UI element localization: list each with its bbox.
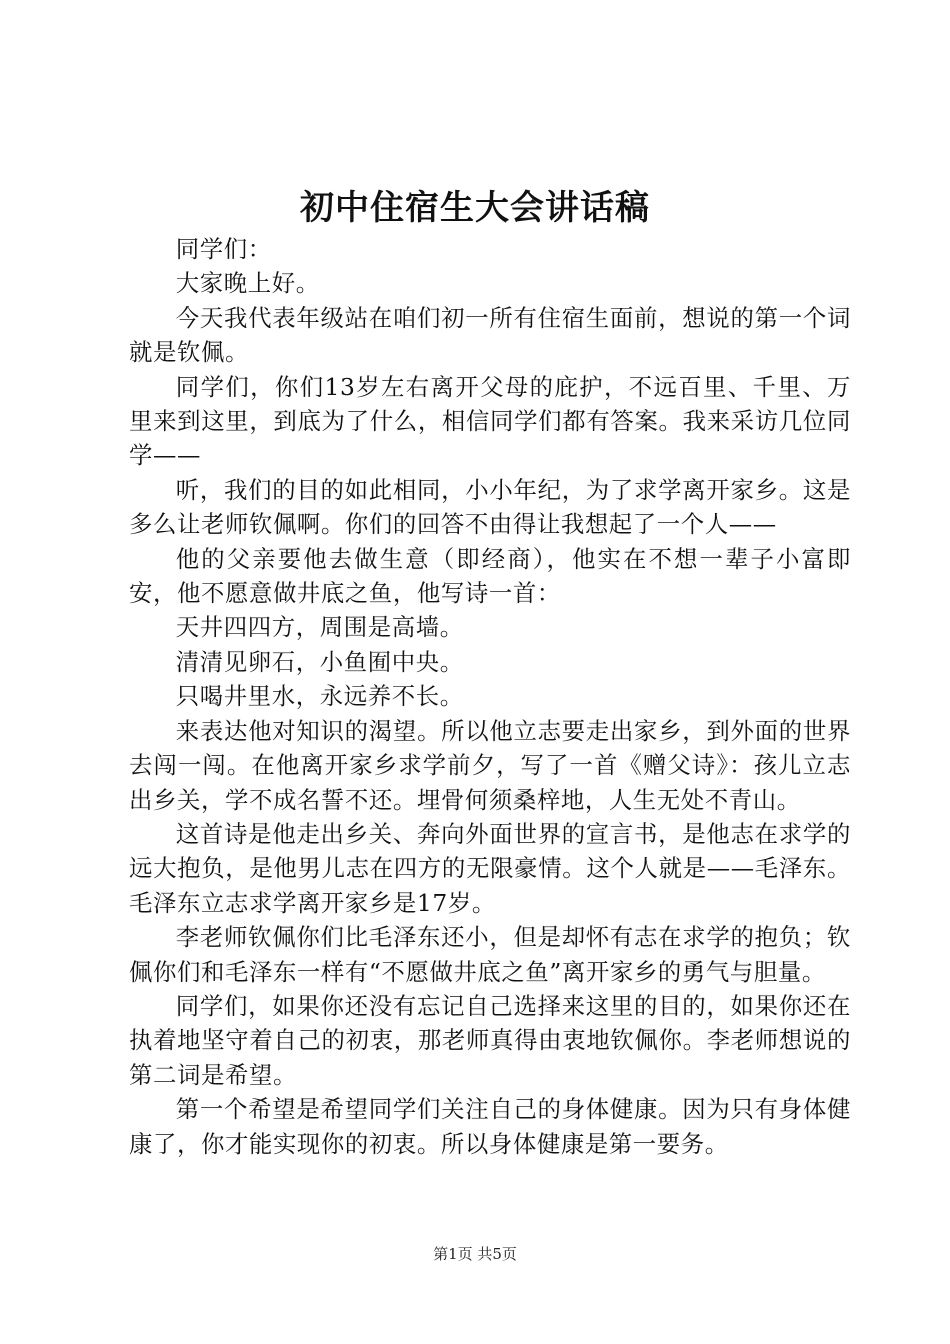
paragraph: 他的父亲要他去做生意（即经商），他实在不想一辈子小富即安，他不愿意做井底之鱼，他写诗一首：	[129, 544, 851, 608]
poem-line: 只喝井里水，永远养不长。	[175, 682, 464, 711]
poem-line: 清清见卵石，小鱼囿中央。	[175, 647, 464, 676]
paragraph: 第一个希望是希望同学们关注自己的身体健康。因为只有身体健康了，你才能实现你的初衷。所以身体健康是第一要务。	[129, 1095, 851, 1158]
paragraph: 听，我们的目的如此相同，小小年纪，为了求学离开家乡。这是多么让老师钦佩啊。你们的回答不由得让我想起了一个人——	[129, 475, 851, 539]
paragraph: 这首诗是他走出乡关、奔向外面世界的宣言书，是他志在求学的远大抱负，是他男儿志在四方的无限豪情。这个人就是——毛泽东。毛泽东立志求学离开家乡是17岁。	[129, 819, 851, 917]
paragraph: 今天我代表年级站在咱们初一所有住宿生面前，想说的第一个词就是钦佩。	[129, 303, 851, 367]
paragraph: 李老师钦佩你们比毛泽东还小，但是却怀有志在求学的抱负；钦佩你们和毛泽东一样有“不愿做井底之鱼”离开家乡的勇气与胆量。	[129, 923, 851, 986]
paragraph-greeting: 同学们：	[175, 235, 272, 263]
paragraph-good-evening: 大家晚上好。	[175, 269, 320, 298]
paragraph: 同学们，如果你还没有忘记自己选择来这里的目的，如果你还在执着地坚守着自己的初衷，那老师真得由衷地钦佩你。李老师想说的第二词是希望。	[129, 991, 851, 1089]
paragraph: 同学们，你们13岁左右离开父母的庇护，不远百里、千里、万里来到这里，到底为了什么，相信同学们都有答案。我来采访几位同学——	[129, 372, 851, 470]
paragraph: 来表达他对知识的渴望。所以他立志要走出家乡，到外面的世界去闯一闯。在他离开家乡求学前夕，写了一首《赠父诗》：孩儿立志出乡关，学不成名誓不还。埋骨何须桑梓地，人生无处不青山。	[129, 716, 851, 814]
document-body	[129, 232, 851, 1161]
page-number-footer: 第1页 共5页	[433, 1245, 517, 1263]
page-title: 初中住宿生大会讲话稿	[300, 188, 650, 228]
poem-line: 天井四四方，周围是高墙。	[175, 613, 464, 642]
